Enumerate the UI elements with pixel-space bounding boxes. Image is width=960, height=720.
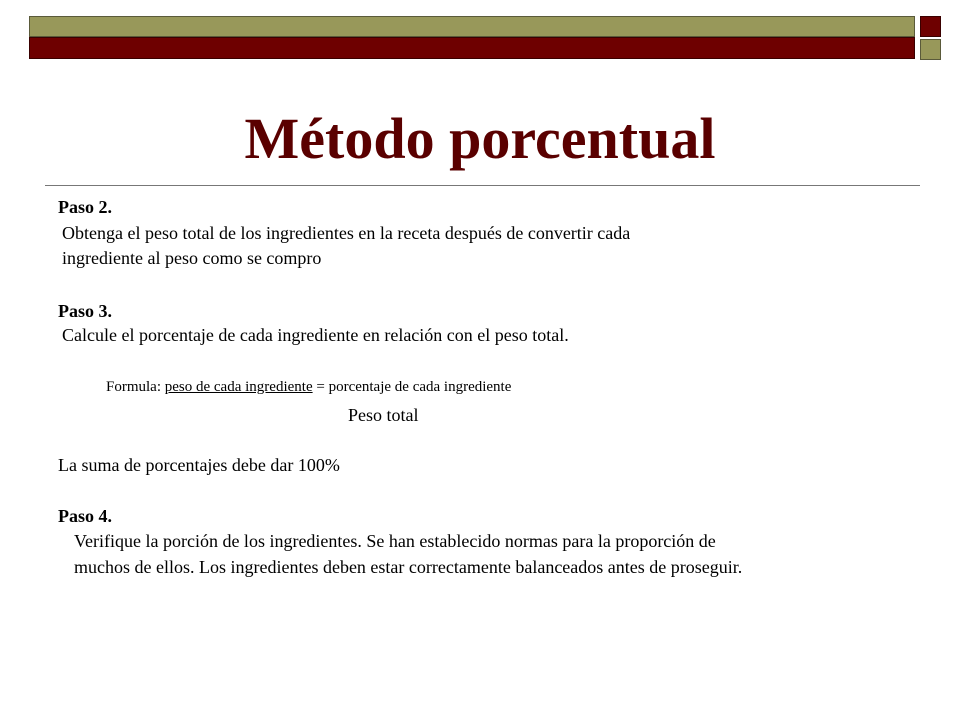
formula-equals-text: = porcentaje de cada ingrediente	[316, 379, 512, 395]
step2-heading: Paso 2.	[58, 197, 112, 217]
step2-line1: Obtenga el peso total de los ingredientes en la receta después de convertir cada	[62, 223, 631, 243]
formula-numerator: peso de cada ingrediente	[164, 379, 313, 395]
step4-heading: Paso 4.	[58, 506, 112, 526]
step3-line1: Calcule el porcentaje de cada ingrediente en relación con el peso total.	[62, 325, 569, 345]
step2-line2: ingrediente al peso como se compro	[62, 248, 322, 268]
corner-square-red	[920, 16, 941, 37]
header-band-olive	[29, 16, 915, 37]
formula-label: Formula:	[106, 379, 161, 395]
step4-line2: muchos de ellos. Los ingredientes deben estar correctamente balanceados antes de proseguir.	[74, 557, 743, 577]
formula-denominator: Peso total	[348, 405, 419, 425]
corner-square-olive	[920, 39, 941, 60]
step3-heading: Paso 3.	[58, 301, 112, 321]
step4-line1: Verifique la porción de los ingredientes. Se han establecido normas para la proporción de	[74, 531, 716, 551]
sum-note: La suma de porcentajes debe dar 100%	[58, 455, 340, 475]
slide-title: Método porcentual	[244, 106, 716, 171]
header-band-dark-red	[29, 37, 915, 59]
title-divider	[45, 185, 920, 186]
formula-line	[106, 376, 511, 398]
